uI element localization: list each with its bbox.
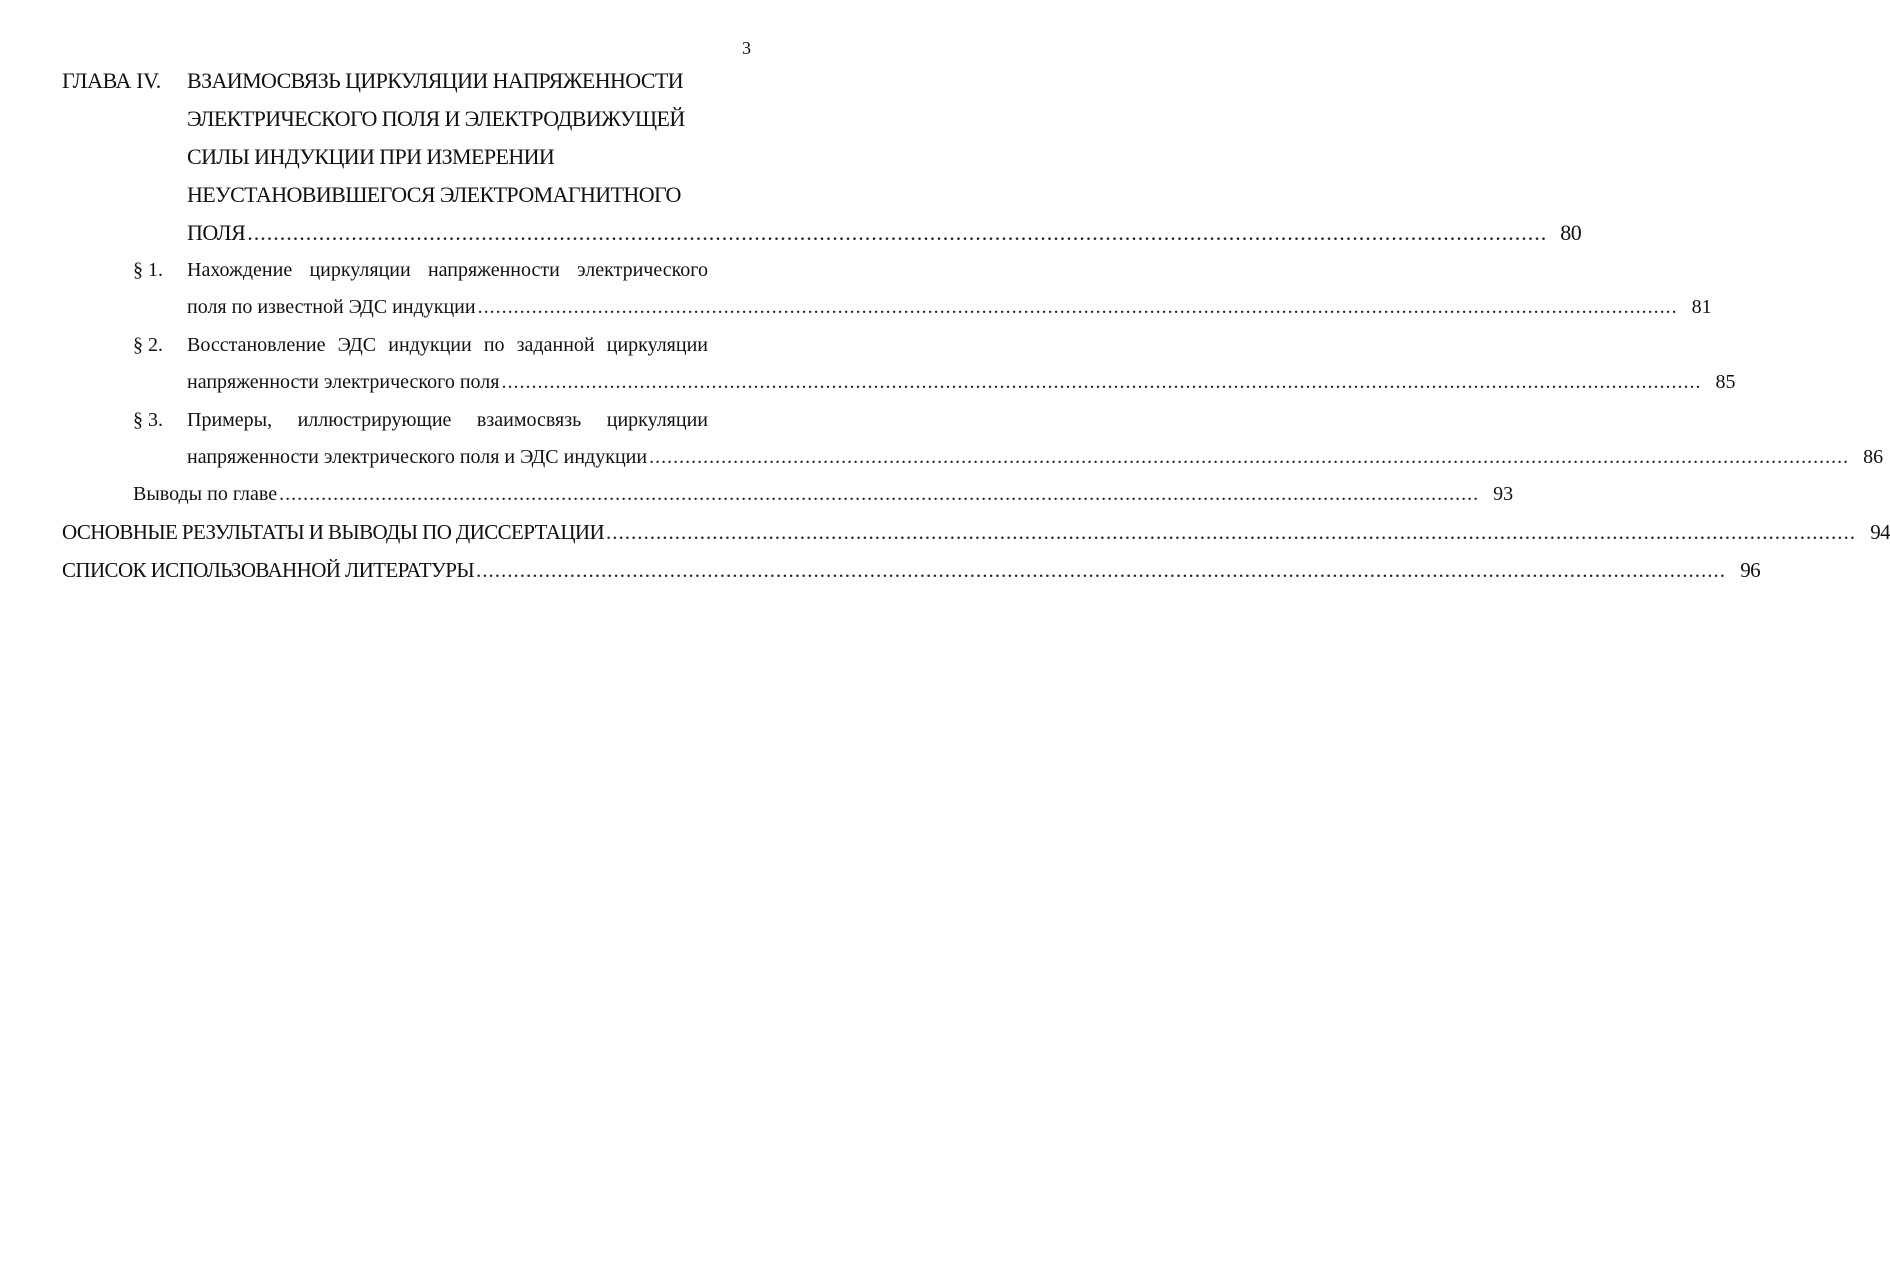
section-title-line: напряженности электрического поля [187, 371, 500, 393]
section-title-line: поля по известной ЭДС индукции [187, 296, 476, 318]
chapter-title-line: НЕУСТАНОВИВШЕГОСЯ ЭЛЕКТРОМАГНИТНОГО [187, 182, 681, 207]
dot-leader: ........................................................................................................................................................................................................ [606, 520, 1857, 544]
section-number: § 2. [133, 334, 163, 356]
section-title-line: Восстановление ЭДС индукции по заданной циркуляции [187, 334, 708, 356]
page-ref: 94 [1870, 520, 1890, 544]
page-number: 3 [742, 38, 751, 58]
conclusions-label: Выводы по главе [133, 483, 278, 505]
section-title-line: Нахождение циркуляции напряженности электрического [187, 259, 708, 281]
section-number: § 3. [133, 409, 163, 431]
toc-entry-conclusions[interactable] [133, 483, 1514, 506]
section-number: § 1. [133, 259, 163, 281]
dot-leader: ........................................................................................................................................................................................................ [476, 558, 1727, 582]
chapter-title-line: ПОЛЯ [187, 220, 246, 245]
toc-entry-results[interactable] [62, 520, 1890, 545]
page-ref: 81 [1691, 296, 1712, 318]
results-label: ОСНОВНЫЕ РЕЗУЛЬТАТЫ И ВЫВОДЫ ПО ДИССЕРТАЦИИ [62, 520, 605, 544]
toc-entry-section-1[interactable] [187, 296, 1712, 319]
section-title-line: Примеры, иллюстрирующие взаимосвязь циркуляции [187, 409, 708, 431]
toc-entry-section-3[interactable] [187, 446, 1884, 469]
dot-leader: ........................................................................................................................................................................................................ [649, 446, 1850, 468]
page-ref: 85 [1715, 371, 1736, 393]
chapter-title-line: СИЛЫ ИНДУКЦИИ ПРИ ИЗМЕРЕНИИ [187, 144, 555, 169]
page-ref: 93 [1493, 483, 1514, 505]
page-ref: 86 [1863, 446, 1884, 468]
chapter-title-line: ВЗАИМОСВЯЗЬ ЦИРКУЛЯЦИИ НАПРЯЖЕННОСТИ [187, 68, 684, 93]
toc-entry-section-2[interactable] [187, 371, 1736, 394]
section-title-line: напряженности электрического поля и ЭДС индукции [187, 446, 648, 468]
dot-leader: ........................................................................................................................................................................................................ [477, 296, 1678, 318]
references-label: СПИСОК ИСПОЛЬЗОВАННОЙ ЛИТЕРАТУРЫ [62, 558, 475, 582]
dot-leader: ........................................................................................................................................................................................................ [247, 220, 1548, 245]
chapter-title-line: ЭЛЕКТРИЧЕСКОГО ПОЛЯ И ЭЛЕКТРОДВИЖУЩЕЙ [187, 106, 685, 131]
dot-leader: ........................................................................................................................................................................................................ [501, 371, 1702, 393]
dot-leader: ........................................................................................................................................................................................................ [279, 483, 1480, 505]
page-ref: 96 [1740, 558, 1761, 582]
toc-entry-references[interactable] [62, 558, 1761, 583]
toc-entry-chapter-4[interactable] [187, 220, 1582, 246]
page-ref: 80 [1560, 220, 1582, 245]
chapter-label: ГЛАВА IV. [62, 68, 161, 93]
